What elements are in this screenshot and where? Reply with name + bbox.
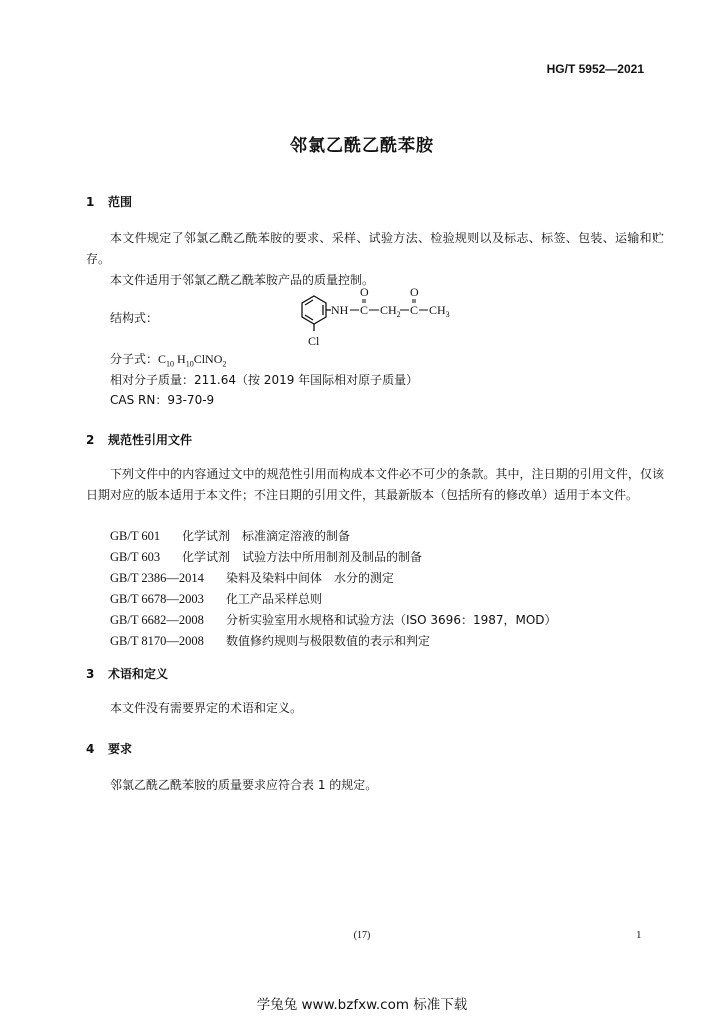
document-title: 邻氯乙酰乙酰苯胺 xyxy=(290,136,434,156)
reference-title: 化工产品采样总则 xyxy=(226,592,323,606)
reference-code: GB/T 8170—2008 xyxy=(110,634,204,648)
reference-title: 数值修约规则与极限数值的表示和判定 xyxy=(226,634,431,648)
terms-text: 本文件没有需要界定的术语和定义。 xyxy=(110,701,303,715)
scope-paragraph-1: 本文件规定了邻氯乙酰乙酰苯胺的要求、采样、试验方法、检验规则以及标志、标签、包装、运输和贮存。 xyxy=(86,231,664,266)
section-heading-terms: 3 术语和定义 xyxy=(86,667,169,681)
requirements-text: 邻氯乙酰乙酰苯胺的质量要求应符合表 1 的规定。 xyxy=(110,778,378,792)
reference-code: GB/T 603 xyxy=(110,550,161,564)
reference-row xyxy=(110,590,322,607)
reference-row xyxy=(110,632,430,649)
cas-number: CAS RN：93-70-9 xyxy=(110,393,215,407)
normative-intro: 下列文件中的内容通过文中的规范性引用而构成本文件必不可少的条款。其中，注日期的引用文件，仅该日期对应的版本适用于本文件；不注日期的引用文件，其最新版本（包括所有的修改单）适用于本文件。 xyxy=(86,467,664,502)
carbonyl-carbon-2: C xyxy=(410,303,419,317)
formula-value: $C_{10}$ $H_{10}ClNO_2$ xyxy=(158,352,227,369)
section-heading-normative: 2 规范性引用文件 xyxy=(86,433,193,447)
page-number: 1 xyxy=(636,929,642,941)
scope-paragraph-2: 本文件适用于邻氯乙酰乙酰苯胺产品的质量控制。 xyxy=(110,273,375,287)
methylene-group: $CH_2$ xyxy=(380,303,401,319)
benzene-ring-icon xyxy=(302,296,331,331)
reference-title: 分析实验室用水规格和试验方法（ISO 3696：1987，MOD） xyxy=(226,613,557,627)
carbonyl-carbon-1: C xyxy=(360,303,369,317)
reference-code: GB/T 6678—2003 xyxy=(110,592,204,606)
reference-code: GB/T 2386—2014 xyxy=(110,571,204,585)
reference-row xyxy=(110,569,394,586)
chlorine-group: Cl xyxy=(308,334,320,348)
reference-title: 化学试剂 标准滴定溶液的制备 xyxy=(182,529,351,543)
oxygen-1: O xyxy=(360,285,369,299)
molecular-mass: 相对分子质量：211.64（按 2019 年国际相对原子质量） xyxy=(110,373,419,387)
reference-row xyxy=(110,611,557,628)
section-heading-scope: 1 范围 xyxy=(86,195,133,209)
structure-label: 结构式： xyxy=(110,311,159,325)
reference-row xyxy=(110,527,350,544)
molecular-formula: 分子式：$C_{10}$ $H_{10}ClNO_2$ xyxy=(110,352,227,369)
reference-row xyxy=(110,548,422,565)
reference-title: 化学试剂 试验方法中所用制剂及制品的制备 xyxy=(182,550,423,564)
page-number-parenthesized: (17) xyxy=(353,930,371,941)
nh-group: NH xyxy=(331,303,349,317)
reference-code: GB/T 601 xyxy=(110,529,161,543)
section-heading-requirements: 4 要求 xyxy=(86,742,133,756)
methyl-group: $CH_3$ xyxy=(429,303,450,319)
standard-code: HG/T 5952—2021 xyxy=(546,62,644,76)
site-watermark: 学兔兔 www.bzfxw.com 标准下载 xyxy=(256,997,468,1013)
reference-title: 染料及染料中间体 水分的测定 xyxy=(226,571,395,585)
structural-formula xyxy=(286,284,466,350)
oxygen-2: O xyxy=(410,285,419,299)
reference-code: GB/T 6682—2008 xyxy=(110,613,204,627)
